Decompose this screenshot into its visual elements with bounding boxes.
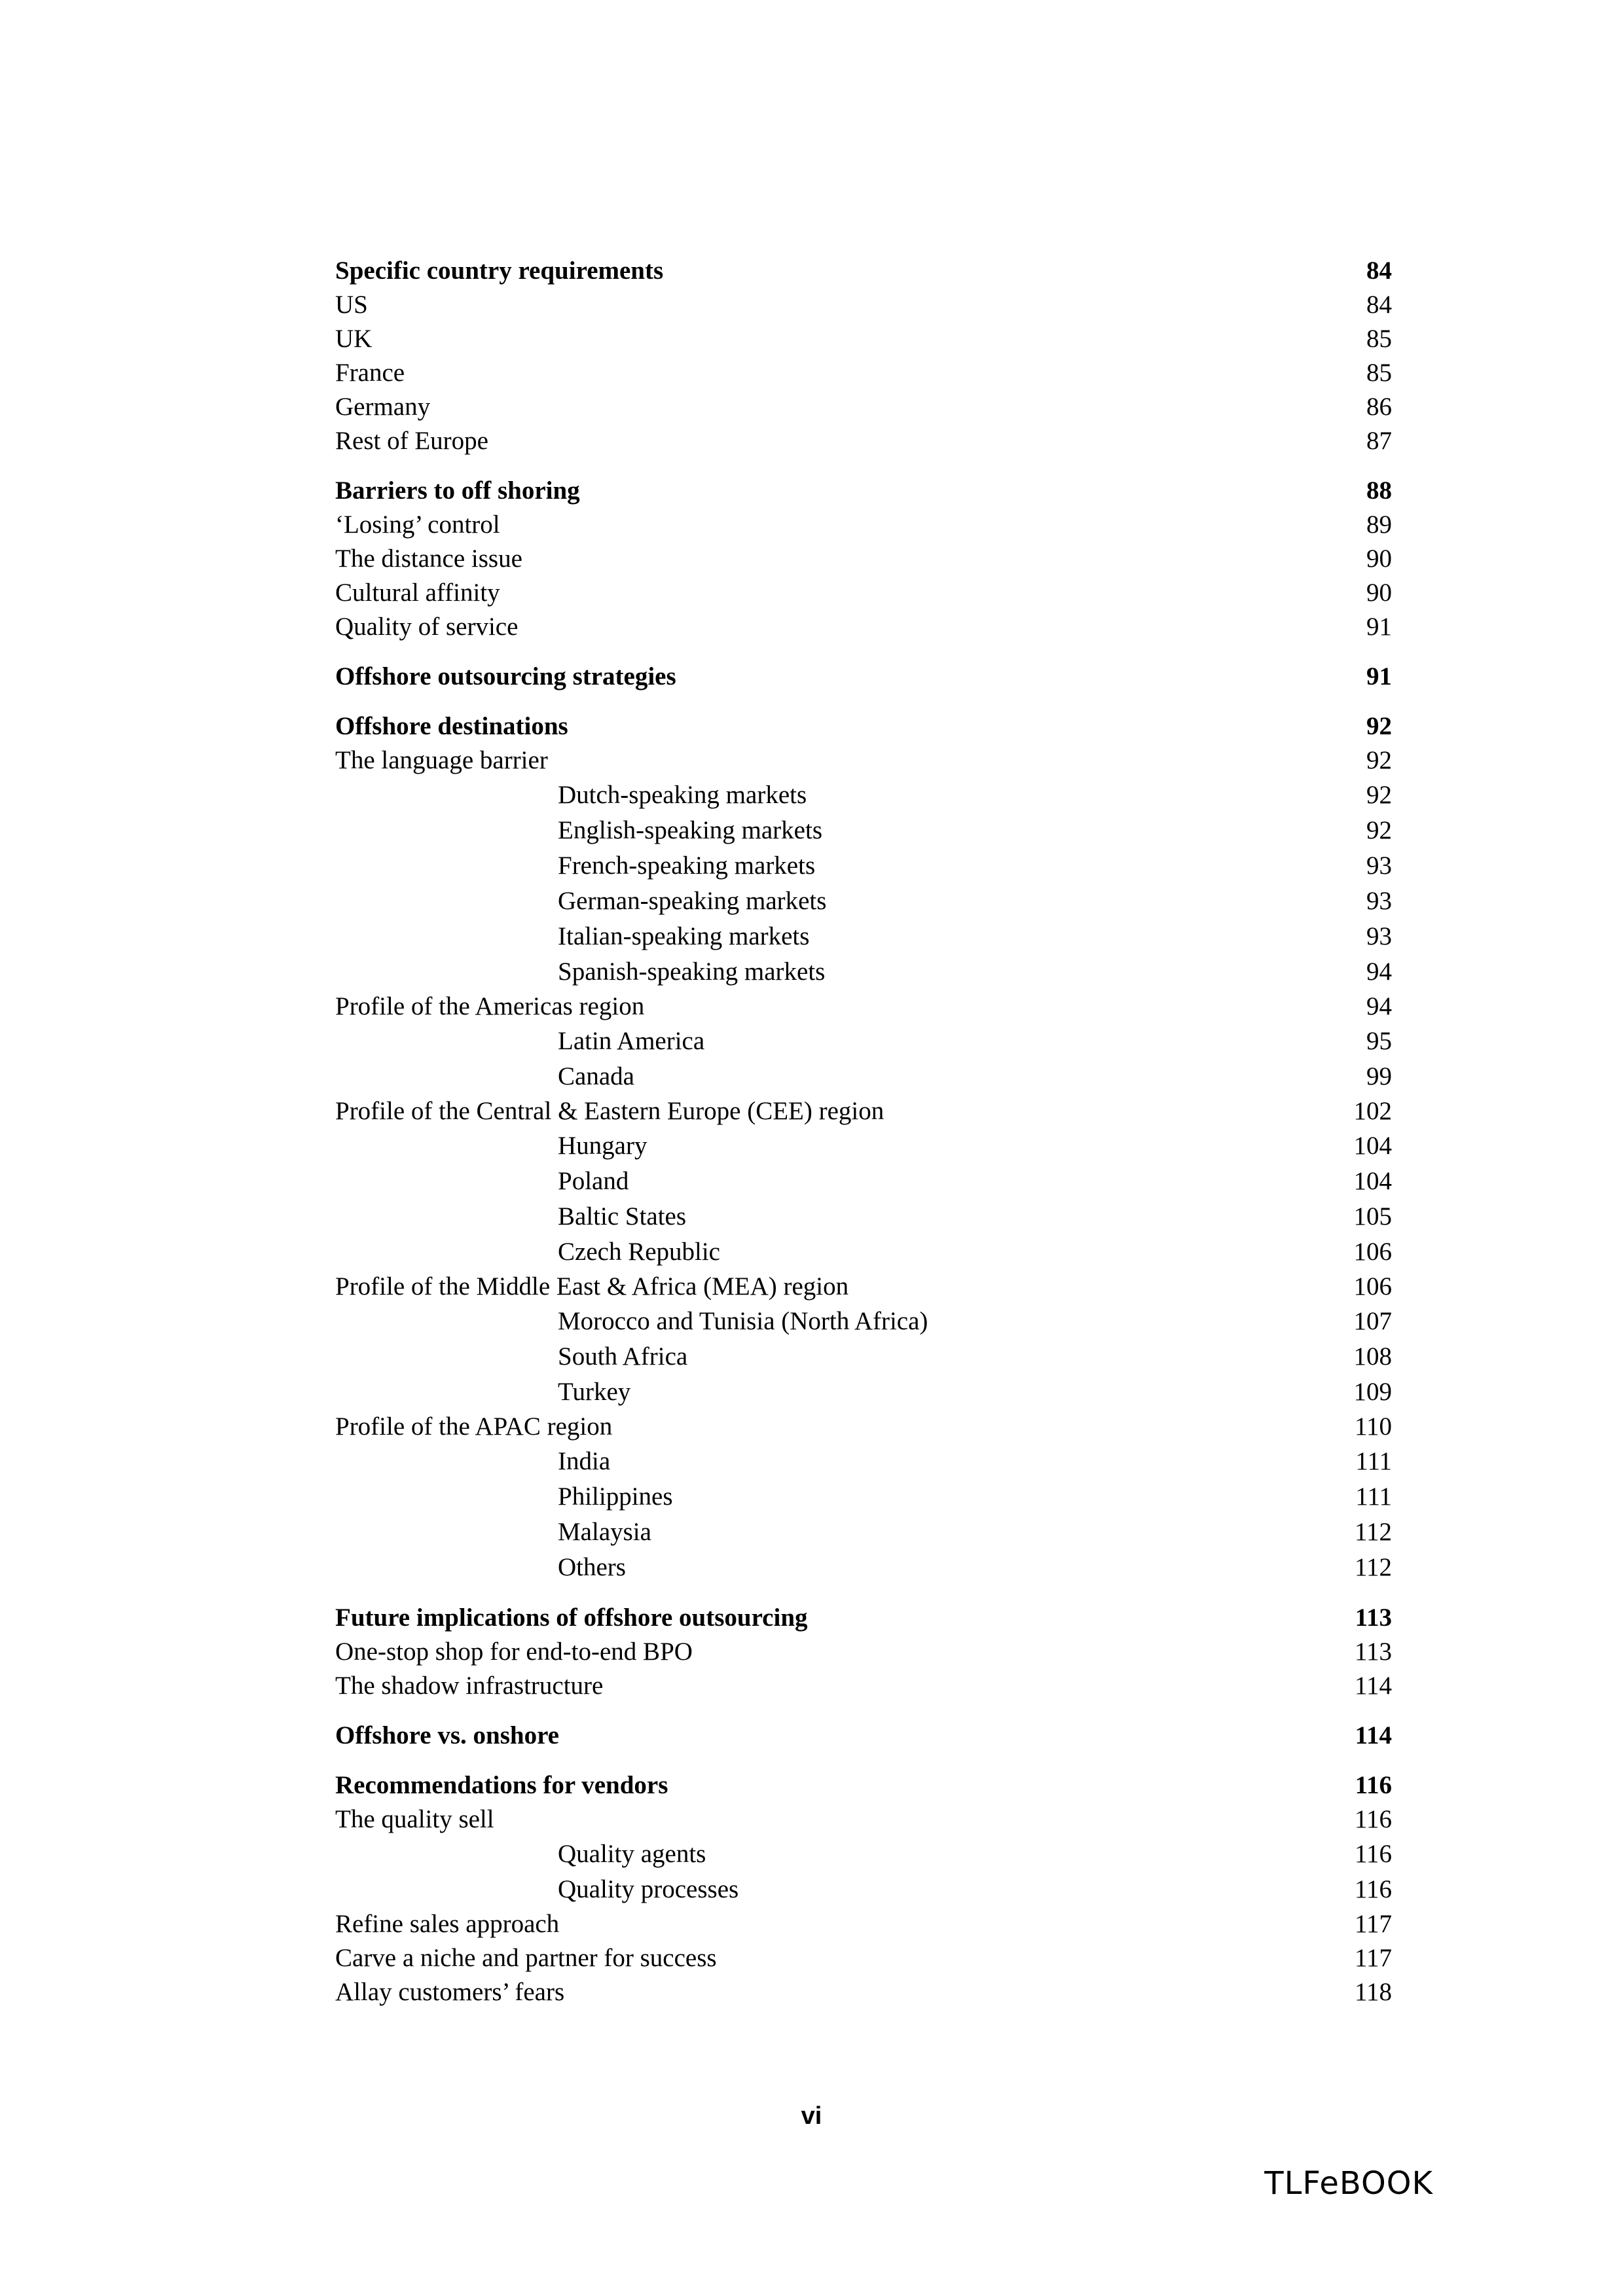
toc-page-number: 117 xyxy=(1354,1944,1392,1972)
toc-subentry xyxy=(335,1374,1392,1410)
toc-subentry xyxy=(335,1515,1392,1550)
toc-title: One-stop shop for end-to-end BPO xyxy=(335,1638,693,1666)
toc-subentry xyxy=(335,1837,1392,1872)
toc-title: Allay customers’ fears xyxy=(335,1978,565,2006)
toc-page-number: 118 xyxy=(1354,1978,1392,2006)
page-number: vi xyxy=(801,2102,822,2130)
toc-title: Canada xyxy=(558,1062,634,1090)
toc-page-number: 107 xyxy=(1353,1307,1392,1335)
toc-title: The quality sell xyxy=(335,1805,494,1833)
toc-subentry xyxy=(335,848,1392,884)
toc-title: Malaysia xyxy=(558,1518,651,1546)
toc-page-number: 117 xyxy=(1354,1910,1392,1938)
toc-page-number: 116 xyxy=(1355,1771,1392,1799)
toc-entry xyxy=(335,356,1392,390)
toc-entry xyxy=(335,610,1392,644)
watermark: TLFeBOOK xyxy=(1264,2165,1433,2202)
toc-page-number: 91 xyxy=(1366,613,1392,641)
toc-page-number: 87 xyxy=(1366,427,1392,455)
toc-page-number: 90 xyxy=(1366,579,1392,607)
toc-subentry xyxy=(335,1059,1392,1094)
toc-subentry xyxy=(335,813,1392,848)
toc-subentry xyxy=(335,884,1392,919)
toc-title: Germany xyxy=(335,393,431,421)
toc-entry xyxy=(335,1635,1392,1669)
toc-title: Profile of the Middle East & Africa (MEA) region xyxy=(335,1272,849,1300)
toc-title: Baltic States xyxy=(558,1202,687,1230)
toc-page-number: 106 xyxy=(1353,1272,1392,1300)
toc-page-number: 93 xyxy=(1366,852,1392,880)
toc-entry xyxy=(335,1803,1392,1837)
toc-entry xyxy=(335,288,1392,322)
toc-title: Quality of service xyxy=(335,613,519,641)
toc-title: France xyxy=(335,359,405,387)
toc-subentry xyxy=(335,1128,1392,1164)
toc-title: French-speaking markets xyxy=(558,852,816,880)
toc-title: Refine sales approach xyxy=(335,1910,560,1938)
toc-page-number: 93 xyxy=(1366,922,1392,950)
toc-title: South Africa xyxy=(558,1342,688,1371)
toc-page-number: 92 xyxy=(1366,816,1392,844)
toc-page-number: 116 xyxy=(1354,1840,1392,1868)
toc-title: Poland xyxy=(558,1167,629,1195)
table-of-contents xyxy=(335,254,1392,2009)
toc-title: Profile of the Americas region xyxy=(335,992,645,1020)
toc-page-number: 104 xyxy=(1353,1132,1392,1160)
toc-title: Turkey xyxy=(558,1378,631,1406)
toc-title: Profile of the Central & Eastern Europe (CEE) region xyxy=(335,1097,884,1125)
toc-page-number: 114 xyxy=(1354,1672,1392,1700)
toc-title: Profile of the APAC region xyxy=(335,1412,613,1441)
toc-entry xyxy=(335,576,1392,610)
toc-entry xyxy=(335,508,1392,542)
toc-subentry xyxy=(335,1024,1392,1059)
toc-heading xyxy=(335,254,1392,288)
toc-title: Dutch-speaking markets xyxy=(558,781,807,809)
toc-subentry xyxy=(335,1444,1392,1479)
toc-title: Spanish-speaking markets xyxy=(558,958,826,986)
toc-title: Offshore vs. onshore xyxy=(335,1721,559,1749)
toc-page-number: 102 xyxy=(1353,1097,1392,1125)
toc-page-number: 111 xyxy=(1355,1482,1392,1511)
toc-title: Rest of Europe xyxy=(335,427,488,455)
toc-heading xyxy=(335,709,1392,744)
toc-heading xyxy=(335,1768,1392,1803)
toc-heading xyxy=(335,474,1392,508)
toc-page-number: 94 xyxy=(1366,992,1392,1020)
toc-entry xyxy=(335,1907,1392,1941)
toc-title: Quality agents xyxy=(558,1840,706,1868)
toc-title: Specific country requirements xyxy=(335,257,664,285)
toc-title: Others xyxy=(558,1553,626,1581)
toc-entry xyxy=(335,1941,1392,1975)
toc-page-number: 109 xyxy=(1353,1378,1392,1406)
toc-title: Cultural affinity xyxy=(335,579,500,607)
toc-page-number: 110 xyxy=(1354,1412,1392,1441)
toc-subentry xyxy=(335,919,1392,954)
toc-title: Offshore outsourcing strategies xyxy=(335,662,676,691)
toc-title: Offshore destinations xyxy=(335,712,568,740)
toc-title: UK xyxy=(335,325,373,353)
toc-page-number: 84 xyxy=(1366,257,1392,285)
toc-page-number: 89 xyxy=(1366,511,1392,539)
toc-subentry xyxy=(335,1339,1392,1374)
toc-subentry xyxy=(335,1304,1392,1339)
toc-title: The shadow infrastructure xyxy=(335,1672,604,1700)
toc-page-number: 99 xyxy=(1366,1062,1392,1090)
toc-page-number: 92 xyxy=(1366,712,1392,740)
toc-heading xyxy=(335,1601,1392,1635)
toc-subentry xyxy=(335,954,1392,990)
toc-page-number: 85 xyxy=(1366,359,1392,387)
toc-title: Recommendations for vendors xyxy=(335,1771,668,1799)
toc-title: English-speaking markets xyxy=(558,816,822,844)
toc-title: Quality processes xyxy=(558,1875,739,1903)
toc-title: Morocco and Tunisia (North Africa) xyxy=(558,1307,928,1335)
toc-title: Latin America xyxy=(558,1027,705,1055)
toc-page-number: 91 xyxy=(1366,662,1392,691)
toc-title: Philippines xyxy=(558,1482,673,1511)
toc-page-number: 90 xyxy=(1366,545,1392,573)
toc-entry xyxy=(335,322,1392,356)
toc-page-number: 104 xyxy=(1353,1167,1392,1195)
toc-entry xyxy=(335,1669,1392,1703)
toc-title: India xyxy=(558,1447,611,1475)
toc-entry xyxy=(335,1410,1392,1444)
toc-page-number: 116 xyxy=(1354,1875,1392,1903)
toc-page-number: 95 xyxy=(1366,1027,1392,1055)
toc-title: Carve a niche and partner for success xyxy=(335,1944,717,1972)
toc-title: The language barrier xyxy=(335,746,548,774)
toc-title: Czech Republic xyxy=(558,1238,720,1266)
toc-subentry xyxy=(335,1479,1392,1515)
toc-page-number: 113 xyxy=(1355,1604,1392,1632)
toc-subentry xyxy=(335,1550,1392,1585)
toc-subentry xyxy=(335,1872,1392,1907)
toc-entry xyxy=(335,744,1392,778)
toc-page-number: 85 xyxy=(1366,325,1392,353)
toc-entry xyxy=(335,1270,1392,1304)
toc-entry xyxy=(335,542,1392,576)
toc-page-number: 112 xyxy=(1354,1518,1392,1546)
toc-subentry xyxy=(335,1234,1392,1270)
toc-page-number: 105 xyxy=(1353,1202,1392,1230)
toc-page-number: 114 xyxy=(1355,1721,1392,1749)
toc-title: The distance issue xyxy=(335,545,522,573)
toc-page-number: 113 xyxy=(1354,1638,1392,1666)
toc-entry xyxy=(335,1094,1392,1128)
toc-title: Future implications of offshore outsourcing xyxy=(335,1604,808,1632)
toc-page-number: 92 xyxy=(1366,746,1392,774)
toc-subentry xyxy=(335,778,1392,813)
toc-page-number: 108 xyxy=(1353,1342,1392,1371)
toc-title: German-speaking markets xyxy=(558,887,827,915)
toc-page-number: 84 xyxy=(1366,291,1392,319)
toc-page-number: 94 xyxy=(1366,958,1392,986)
toc-title: US xyxy=(335,291,368,319)
toc-page-number: 111 xyxy=(1355,1447,1392,1475)
toc-page-number: 92 xyxy=(1366,781,1392,809)
toc-title: Hungary xyxy=(558,1132,647,1160)
toc-page-number: 106 xyxy=(1353,1238,1392,1266)
toc-entry xyxy=(335,1975,1392,2009)
toc-title: ‘Losing’ control xyxy=(335,511,500,539)
toc-subentry xyxy=(335,1164,1392,1199)
toc-page-number: 93 xyxy=(1366,887,1392,915)
toc-subentry xyxy=(335,1199,1392,1234)
toc-title: Italian-speaking markets xyxy=(558,922,810,950)
toc-entry xyxy=(335,424,1392,458)
toc-entry xyxy=(335,990,1392,1024)
toc-page-number: 112 xyxy=(1354,1553,1392,1581)
toc-page-number: 88 xyxy=(1366,476,1392,505)
toc-page-number: 116 xyxy=(1354,1805,1392,1833)
toc-heading xyxy=(335,660,1392,694)
toc-entry xyxy=(335,390,1392,424)
toc-heading xyxy=(335,1719,1392,1753)
toc-title: Barriers to off shoring xyxy=(335,476,580,505)
toc-page-number: 86 xyxy=(1366,393,1392,421)
